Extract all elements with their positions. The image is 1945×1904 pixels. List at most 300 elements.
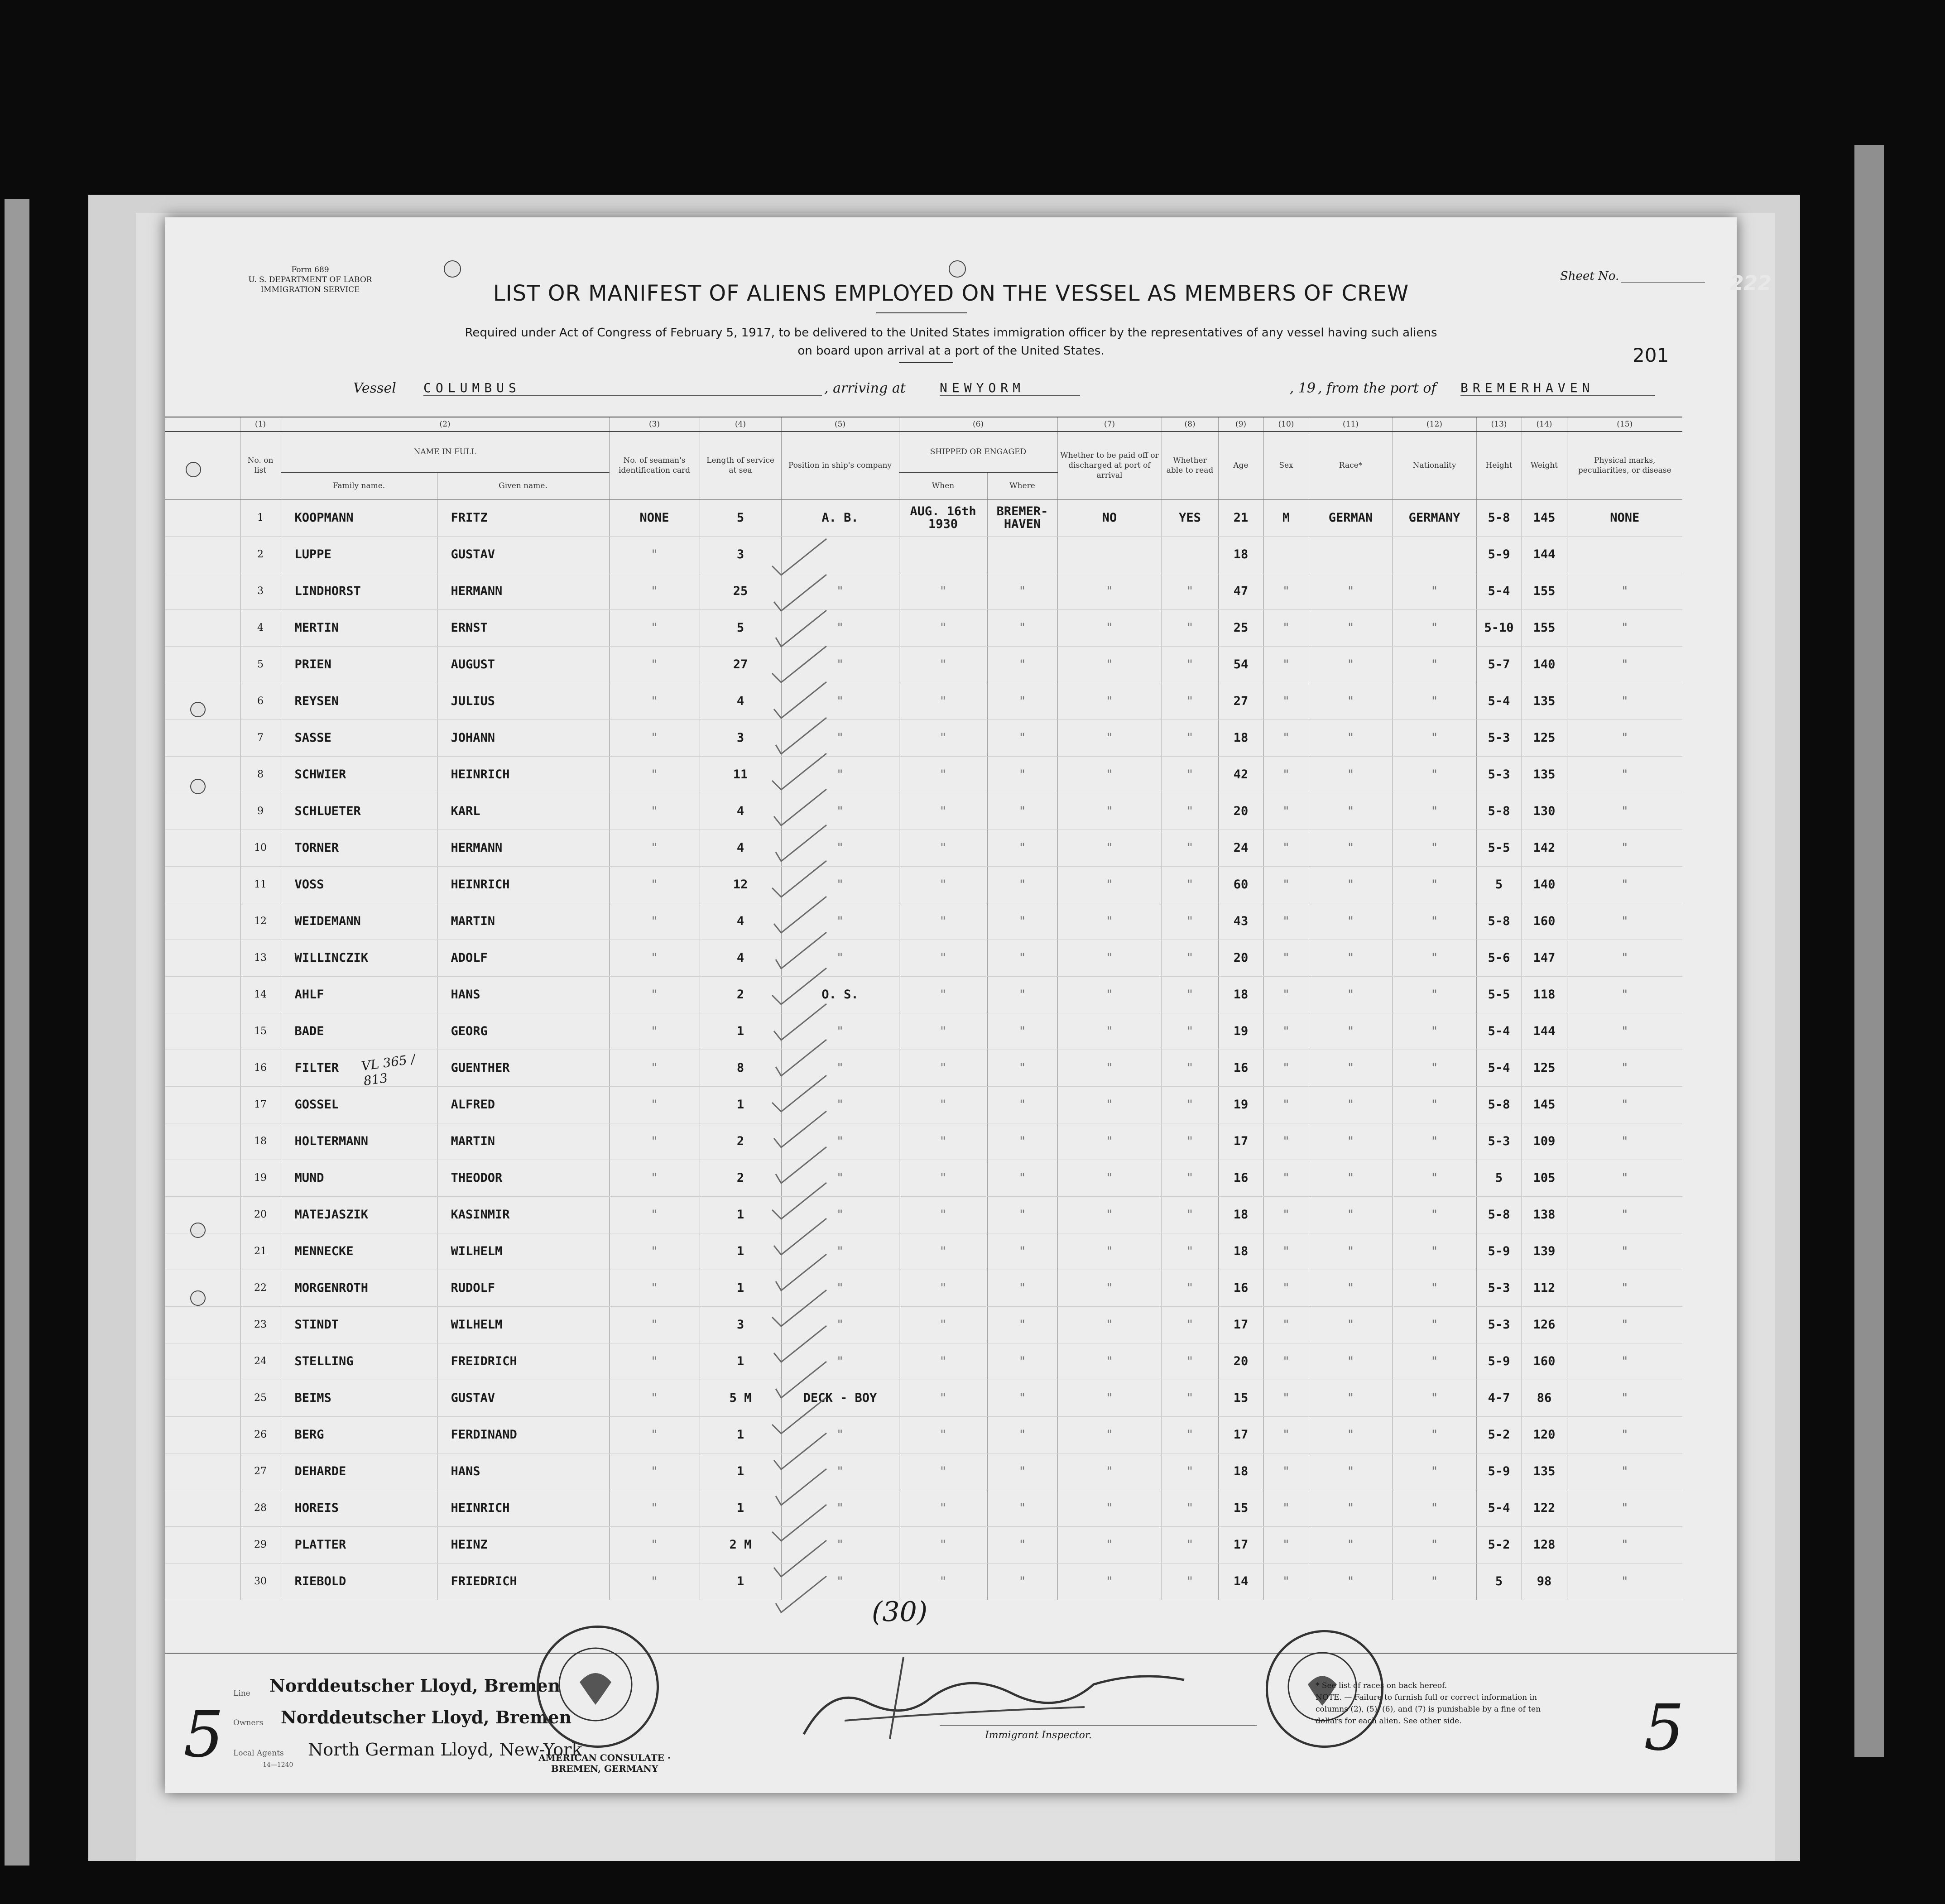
paid-off: " (1057, 1233, 1162, 1270)
shipped-where: " (987, 1416, 1057, 1453)
shipped-when: " (899, 976, 987, 1013)
service-length: 25 (700, 573, 781, 609)
seaman-card: " (609, 1416, 700, 1453)
paid-off: " (1057, 1270, 1162, 1306)
seaman-card: " (609, 976, 700, 1013)
nationality: " (1393, 1123, 1476, 1160)
shipped-when: " (899, 1453, 987, 1490)
paid-off: " (1057, 683, 1162, 719)
col-num-12: (12) (1393, 417, 1476, 432)
weight: 138 (1522, 1196, 1567, 1233)
weight: 142 (1522, 830, 1567, 866)
row-number: 15 (240, 1013, 281, 1050)
consulate-stamp-text: AMERICAN CONSULATE · BREMEN, GERMANY (538, 1752, 671, 1774)
table-row (165, 940, 1682, 976)
paid-off: " (1057, 903, 1162, 940)
position: " (781, 756, 899, 793)
height: 5 (1476, 866, 1522, 903)
given-name: KARL (437, 793, 609, 830)
physical-marks: " (1567, 1123, 1682, 1160)
height: 5-9 (1476, 1343, 1522, 1380)
row-number: 2 (240, 536, 281, 573)
margin-cell (165, 1380, 240, 1416)
table-row (165, 1306, 1682, 1343)
service-length: 1 (700, 1343, 781, 1380)
shipped-where: " (987, 1050, 1057, 1086)
margin-col (165, 417, 240, 432)
age: 17 (1218, 1306, 1263, 1343)
col-num-7: (7) (1057, 417, 1162, 432)
weight: 109 (1522, 1123, 1567, 1160)
height: 5-10 (1476, 609, 1522, 646)
service-length: 2 (700, 1160, 781, 1196)
height: 4-7 (1476, 1380, 1522, 1416)
given-name: KASINMIR (437, 1196, 609, 1233)
shipped-when: " (899, 1086, 987, 1123)
family-name: WEIDEMANN (281, 903, 437, 940)
shipped-where: " (987, 1380, 1057, 1416)
shipped-when: " (899, 609, 987, 646)
seaman-card: " (609, 1270, 700, 1306)
vessel-label: Vessel (353, 380, 396, 396)
row-number: 3 (240, 573, 281, 609)
able-to-read: " (1162, 683, 1218, 719)
shipped-where: " (987, 1233, 1057, 1270)
column-number-row (165, 417, 1682, 432)
nationality: " (1393, 903, 1476, 940)
shipped-when: " (899, 1526, 987, 1563)
table-row (165, 1270, 1682, 1306)
position: " (781, 1563, 899, 1600)
subtitle-rule (899, 362, 953, 363)
row-number: 14 (240, 976, 281, 1013)
position: " (781, 1526, 899, 1563)
paid-off: " (1057, 1306, 1162, 1343)
paid-off: " (1057, 1123, 1162, 1160)
table-row (165, 1490, 1682, 1526)
height: 5-3 (1476, 1123, 1522, 1160)
physical-marks: " (1567, 1050, 1682, 1086)
subtitle-line-2: on board upon arrival at a port of the United States. (797, 344, 1105, 358)
shipped-where: " (987, 1306, 1057, 1343)
sheet-no-label: Sheet No. (1560, 269, 1619, 283)
age: 24 (1218, 830, 1263, 866)
family-name: RIEBOLD (281, 1563, 437, 1600)
margin-cell (165, 976, 240, 1013)
weight: 135 (1522, 683, 1567, 719)
checkmark-icon (772, 1505, 826, 1541)
sex: " (1263, 1086, 1309, 1123)
shipped-when: " (899, 1196, 987, 1233)
height: 5 (1476, 1160, 1522, 1196)
margin-cell (165, 1526, 240, 1563)
sex: " (1263, 646, 1309, 683)
seaman-card: " (609, 719, 700, 756)
table-row (165, 1343, 1682, 1380)
paid-off: " (1057, 1453, 1162, 1490)
age: 43 (1218, 903, 1263, 940)
shipped-where: " (987, 719, 1057, 756)
seaman-card: " (609, 646, 700, 683)
seaman-card: " (609, 536, 700, 573)
row-number: 26 (240, 1416, 281, 1453)
able-to-read: " (1162, 1233, 1218, 1270)
family-name: WILLINCZIK (281, 940, 437, 976)
nationality: " (1393, 573, 1476, 609)
position: " (781, 1086, 899, 1123)
checkmark-icon (774, 1326, 826, 1362)
position: " (781, 1160, 899, 1196)
col-num-4: (4) (700, 417, 781, 432)
able-to-read: " (1162, 1343, 1218, 1380)
margin-cell (165, 536, 240, 573)
height: 5-8 (1476, 1086, 1522, 1123)
family-name: MORGENROTH (281, 1270, 437, 1306)
weight: 130 (1522, 793, 1567, 830)
age: 18 (1218, 1233, 1263, 1270)
paid-off: " (1057, 646, 1162, 683)
race: " (1309, 609, 1393, 646)
sex: " (1263, 793, 1309, 830)
given-name: JULIUS (437, 683, 609, 719)
table-row (165, 719, 1682, 756)
seaman-card: " (609, 1050, 700, 1086)
race: " (1309, 793, 1393, 830)
sex: " (1263, 683, 1309, 719)
race: " (1309, 1453, 1393, 1490)
table-row (165, 1196, 1682, 1233)
nationality (1393, 536, 1476, 573)
family-name: SCHWIER (281, 756, 437, 793)
service-length: 1 (700, 1416, 781, 1453)
height: 5-9 (1476, 1453, 1522, 1490)
able-to-read: " (1162, 646, 1218, 683)
physical-marks: " (1567, 1380, 1682, 1416)
given-name: HEINZ (437, 1526, 609, 1563)
service-length: 3 (700, 1306, 781, 1343)
margin-cell (165, 1013, 240, 1050)
col-num-15: (15) (1567, 417, 1682, 432)
service-length: 27 (700, 646, 781, 683)
checkmark-icon (774, 1111, 826, 1147)
paid-off: " (1057, 1526, 1162, 1563)
seaman-card: " (609, 756, 700, 793)
weight: 126 (1522, 1306, 1567, 1343)
weight: 145 (1522, 1086, 1567, 1123)
header-shipped: SHIPPED OR ENGAGED (899, 432, 1057, 472)
paid-off: " (1057, 719, 1162, 756)
checkmark-icon (772, 646, 826, 682)
service-length: 2 (700, 1123, 781, 1160)
title-rule (876, 312, 967, 313)
agents-label: Local Agents (233, 1749, 284, 1758)
nationality: " (1393, 830, 1476, 866)
shipped-when: " (899, 683, 987, 719)
margin-cell (165, 499, 240, 536)
row-number: 8 (240, 756, 281, 793)
seaman-card: " (609, 1086, 700, 1123)
able-to-read: " (1162, 719, 1218, 756)
service-length: 5 (700, 499, 781, 536)
header-weight: Weight (1522, 432, 1567, 499)
nationality: " (1393, 1270, 1476, 1306)
physical-marks: " (1567, 1343, 1682, 1380)
nationality: " (1393, 1013, 1476, 1050)
nationality: " (1393, 1233, 1476, 1270)
given-name: GEORG (437, 1013, 609, 1050)
given-name: FRIEDRICH (437, 1563, 609, 1600)
checkmark-icon (772, 1290, 826, 1326)
page-number: 201 (1633, 344, 1669, 366)
height: 5-2 (1476, 1526, 1522, 1563)
margin-number-right: 5 (1644, 1691, 1685, 1765)
shipped-when: " (899, 1380, 987, 1416)
shipped-where: " (987, 1013, 1057, 1050)
header-sex: Sex (1263, 432, 1309, 499)
shipped-when: " (899, 830, 987, 866)
table-row (165, 646, 1682, 683)
row-number: 30 (240, 1563, 281, 1600)
physical-marks (1567, 536, 1682, 573)
weight: 86 (1522, 1380, 1567, 1416)
sex: " (1263, 609, 1309, 646)
header-when: When (899, 472, 987, 499)
shipped-where: " (987, 1160, 1057, 1196)
service-length: 12 (700, 866, 781, 903)
service-length: 1 (700, 1270, 781, 1306)
column-header-row (165, 432, 1682, 472)
family-name: REYSEN (281, 683, 437, 719)
margin-cell (165, 1270, 240, 1306)
left-edge-sheet (5, 199, 29, 1866)
shipped-when: " (899, 756, 987, 793)
race: " (1309, 646, 1393, 683)
age: 15 (1218, 1380, 1263, 1416)
given-name: JOHANN (437, 719, 609, 756)
margin-cell (165, 1196, 240, 1233)
margin-cell (165, 830, 240, 866)
service-length: 5 (700, 609, 781, 646)
nationality: " (1393, 1343, 1476, 1380)
service-length: 2 (700, 976, 781, 1013)
given-name: ERNST (437, 609, 609, 646)
paid-off: " (1057, 1013, 1162, 1050)
row-number: 7 (240, 719, 281, 756)
shipped-where: " (987, 1086, 1057, 1123)
weight: 155 (1522, 573, 1567, 609)
weight: 145 (1522, 499, 1567, 536)
margin-cell (165, 719, 240, 756)
able-to-read: " (1162, 1453, 1218, 1490)
physical-marks: " (1567, 573, 1682, 609)
margin-cell (165, 866, 240, 903)
seaman-card: " (609, 1526, 700, 1563)
weight: 105 (1522, 1160, 1567, 1196)
height: 5-9 (1476, 536, 1522, 573)
row-number: 20 (240, 1196, 281, 1233)
margin-cell (165, 940, 240, 976)
paid-off: " (1057, 1086, 1162, 1123)
consulate-stamp (537, 1626, 659, 1748)
margin-cell (165, 793, 240, 830)
physical-marks: " (1567, 1086, 1682, 1123)
age: 16 (1218, 1160, 1263, 1196)
header-where: Where (987, 472, 1057, 499)
row-number: 16 (240, 1050, 281, 1086)
line-value: Norddeutscher Lloyd, Bremen (269, 1675, 561, 1696)
sex: " (1263, 903, 1309, 940)
shipped-when: " (899, 1416, 987, 1453)
able-to-read: " (1162, 830, 1218, 866)
race: " (1309, 1490, 1393, 1526)
margin-cell (165, 609, 240, 646)
age: 20 (1218, 793, 1263, 830)
paid-off: " (1057, 1416, 1162, 1453)
table-row (165, 1380, 1682, 1416)
checkmark-icon (772, 1183, 826, 1219)
shipped-where: " (987, 830, 1057, 866)
table-row (165, 830, 1682, 866)
service-length: 1 (700, 1196, 781, 1233)
service-length: 1 (700, 1013, 781, 1050)
race: " (1309, 1526, 1393, 1563)
age: 16 (1218, 1050, 1263, 1086)
able-to-read: " (1162, 1050, 1218, 1086)
sex: " (1263, 719, 1309, 756)
shipped-where: " (987, 1123, 1057, 1160)
given-name: HERMANN (437, 573, 609, 609)
height: 5-3 (1476, 756, 1522, 793)
checkmark-icon (774, 575, 826, 611)
paid-off: " (1057, 1490, 1162, 1526)
service-length: 2 M (700, 1526, 781, 1563)
table-row (165, 866, 1682, 903)
footnote-races: * See list of races on back hereof. (1316, 1681, 1447, 1690)
sex: " (1263, 1123, 1309, 1160)
seaman-card: " (609, 903, 700, 940)
race: " (1309, 1160, 1393, 1196)
shipped-when (899, 536, 987, 573)
race: " (1309, 1050, 1393, 1086)
nationality: " (1393, 683, 1476, 719)
shipped-where: " (987, 1490, 1057, 1526)
given-name: RUDOLF (437, 1270, 609, 1306)
table-row (165, 903, 1682, 940)
header-position: Position in ship's company (781, 432, 899, 499)
checkmark-icon (774, 1218, 826, 1255)
race: " (1309, 573, 1393, 609)
row-number: 22 (240, 1270, 281, 1306)
height: 5-8 (1476, 499, 1522, 536)
given-name: FERDINAND (437, 1416, 609, 1453)
position: " (781, 1306, 899, 1343)
seaman-card: " (609, 866, 700, 903)
paid-off: " (1057, 793, 1162, 830)
row-number: 23 (240, 1306, 281, 1343)
physical-marks: " (1567, 1233, 1682, 1270)
margin-cell (165, 903, 240, 940)
shipped-when: " (899, 1490, 987, 1526)
race: " (1309, 1563, 1393, 1600)
family-name: LINDHORST (281, 573, 437, 609)
paid-off: " (1057, 1050, 1162, 1086)
margin-cell (165, 1416, 240, 1453)
shipped-when: " (899, 1270, 987, 1306)
nationality: " (1393, 793, 1476, 830)
height: 5-4 (1476, 1013, 1522, 1050)
physical-marks: " (1567, 903, 1682, 940)
margin-cell (165, 1123, 240, 1160)
family-name: HOLTERMANN (281, 1123, 437, 1160)
sex: " (1263, 866, 1309, 903)
checkmark-icon (772, 861, 826, 897)
sex: " (1263, 1526, 1309, 1563)
seaman-card: " (609, 830, 700, 866)
family-name: MUND (281, 1160, 437, 1196)
race: GERMAN (1309, 499, 1393, 536)
col-num-2: (2) (281, 417, 609, 432)
col-num-10: (10) (1263, 417, 1309, 432)
checkmark-icon (774, 1433, 826, 1469)
physical-marks: " (1567, 1416, 1682, 1453)
sex: " (1263, 1490, 1309, 1526)
crew-manifest-table (165, 417, 1682, 1600)
manifest-sheet (165, 217, 1772, 1793)
nationality: " (1393, 1086, 1476, 1123)
seaman-card: " (609, 940, 700, 976)
given-name: FREIDRICH (437, 1343, 609, 1380)
shipped-when: " (899, 1343, 987, 1380)
height: 5-3 (1476, 1270, 1522, 1306)
table-row (165, 1416, 1682, 1453)
race: " (1309, 1196, 1393, 1233)
year-label: , 19 (1289, 380, 1316, 396)
able-to-read: " (1162, 793, 1218, 830)
shipped-where (987, 536, 1057, 573)
physical-marks: " (1567, 1306, 1682, 1343)
service-length: 4 (700, 903, 781, 940)
checkmark-icon (772, 1075, 826, 1112)
weight: 125 (1522, 719, 1567, 756)
margin-cell (165, 1160, 240, 1196)
sex: " (1263, 976, 1309, 1013)
age: 18 (1218, 1196, 1263, 1233)
family-name: MATEJASZIK (281, 1196, 437, 1233)
sex: " (1263, 1306, 1309, 1343)
able-to-read: " (1162, 866, 1218, 903)
agents-value: North German Lloyd, New-York (308, 1740, 582, 1760)
physical-marks: " (1567, 1013, 1682, 1050)
footnote (1316, 1680, 1551, 1727)
checkmark-icon (774, 1004, 826, 1040)
position: " (781, 1123, 899, 1160)
owners-value: Norddeutscher Lloyd, Bremen (281, 1707, 572, 1727)
race: " (1309, 976, 1393, 1013)
given-name: HEINRICH (437, 866, 609, 903)
family-name: FILTER (281, 1050, 437, 1086)
nationality: " (1393, 1380, 1476, 1416)
position: DECK - BOY (781, 1380, 899, 1416)
physical-marks: " (1567, 756, 1682, 793)
weight: 125 (1522, 1050, 1567, 1086)
age: 20 (1218, 940, 1263, 976)
age: 18 (1218, 536, 1263, 573)
race: " (1309, 1380, 1393, 1416)
race: " (1309, 1086, 1393, 1123)
able-to-read: " (1162, 1123, 1218, 1160)
race: " (1309, 683, 1393, 719)
shipped-when: " (899, 1123, 987, 1160)
